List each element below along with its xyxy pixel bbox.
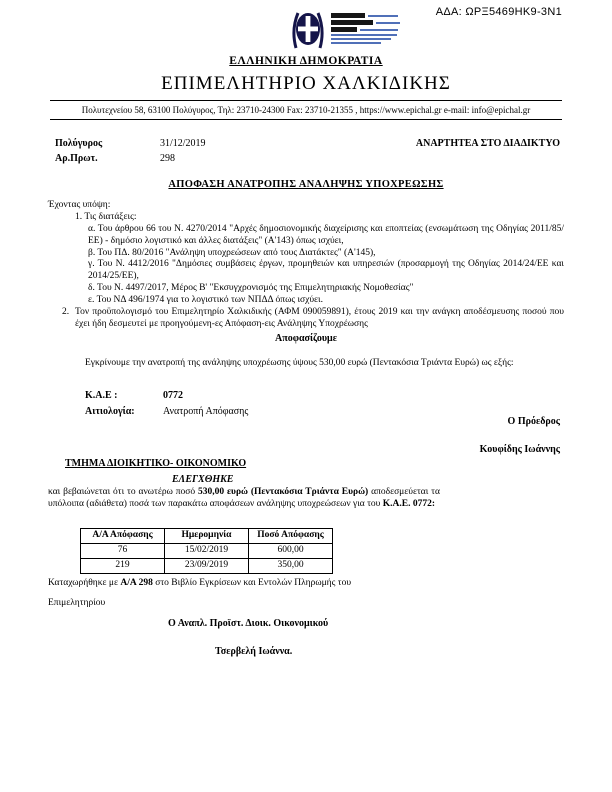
table-cell: 15/02/2019 [165,543,249,558]
registration-note-line2: Επιμελητηρίου [48,598,106,608]
registration-text-2: στο Βιβλίο Εγκρίσεων και Εντολών Πληρωμής του [152,578,352,588]
signature-name-mark [331,27,357,32]
chamber-title: ΕΠΙΜΕΛΗΤΗΡΙΟ ΧΑΛΚΙΔΙΚΗΣ [161,73,451,94]
president-title: Ο Πρόεδρος [507,416,560,427]
greek-coat-of-arms-icon [290,8,326,50]
provision-item-d: δ. Του Ν. 4497/2017, Μέρος Β' "Εκσυγχρονισμός της Επιμελητηριακής Νομοθεσίας" [88,283,414,294]
date-value: 31/12/2019 [160,138,206,149]
protocol-row [55,153,206,166]
approval-paragraph: Εγκρίνουμε την ανατροπή της ανάληψης υποχρέωσης ύψους 530,00 ευρώ (Πεντακόσια Τριάντα Ευρώ) ως εξής: [85,358,514,368]
fineprint-line [331,13,409,18]
table-cell: 76 [81,543,165,558]
publish-note: ΑΝΑΡΤΗΤΕΑ ΣΤΟ ΔΙΑΔΙΚΤΥΟ [415,138,560,149]
provision-item-b: β. Του ΠΔ. 80/2016 "Ανάληψη υποχρεώσεων από τους Διατάκτες" (Α'145), [88,247,376,258]
officer-name: Τσερβελή Ιωάννα. [215,646,293,657]
fineprint-line [331,34,409,36]
signature-name-mark [331,20,373,25]
confirmation-amount: 530,00 ευρώ (Πεντακόσια Τριάντα Ευρώ) [197,487,369,497]
kae-value: 0772 [163,390,183,401]
provision-item-c: γ. Του Ν. 4412/2016 "Δημόσιες συμβάσεις έργων, προμηθειών και υπηρεσιών (προσαρμογή της Οδηγίας 2014/24/ΕΕ και 2014/25/ΕΕ), [88,259,564,282]
fineprint-text-line [376,22,400,24]
checked-label: ΕΛΕΓΧΘΗΚΕ [172,474,234,485]
registration-note [48,578,351,590]
president-name: Κουφίδης Ιωάννης [479,444,560,455]
table-row [81,543,333,558]
kae-label: Κ.Α.Ε : [85,390,118,401]
protocol-label: Αρ.Πρωτ. [55,152,98,164]
list-item-2-marker: 2. [62,306,70,317]
list-item-1-marker: 1. [75,211,83,222]
fineprint-text-line [331,34,397,36]
protocol-value: 298 [160,152,175,164]
list-item-1 [75,212,564,224]
signature-name-mark [331,13,365,18]
decisions-table [80,528,333,574]
table-cell: 350,00 [249,558,333,573]
table-row [81,558,333,573]
kae-block [85,390,248,421]
fineprint-text-line [331,42,381,44]
confirmation-text-2: αποδεσμεύεται τα υπόλοιπα (αδιάθετα) ποσά των παρακάτω αποφάσεων ανάληψης υποχρεώσεων για του [48,487,440,509]
table-cell: 219 [81,558,165,573]
provision-item-e: ε. Του ΝΔ 496/1974 για το λογιστικό των ΝΠΔΔ όπως ισχύει. [88,295,323,305]
decision-word: Αποφασίζουμε [275,333,337,344]
list-item-2 [62,307,564,331]
department-title: ΤΜΗΜΑ ΔΙΟΙΚΗΤΙΚΟ- ΟΙΚΟΝΟΜΙΚΟ [65,458,247,469]
fineprint-line [331,20,409,25]
digital-signature-block [290,8,409,50]
registration-number: Α/Α 298 [120,578,153,588]
registration-text-1: Καταχωρήθηκε με [48,578,121,588]
fineprint-line [331,42,409,44]
list-item-1-text: Τις διατάξεις: [84,211,137,222]
table-cell: 600,00 [249,543,333,558]
fineprint-text-line [331,38,391,40]
confirmation-text-1: και βεβαιώνεται ότι το ανωτέρω ποσό [48,487,198,497]
meta-block [55,138,560,167]
decision-title: ΑΠΟΦΑΣΗ ΑΝΑΤΡΟΠΗΣ ΑΝΑΛΗΨΗΣ ΥΠΟΧΡΕΩΣΗΣ [168,179,444,190]
place-date-row [55,138,206,151]
digital-signature-fineprint [331,8,409,50]
fineprint-line [331,27,409,32]
table-header-row [81,529,333,544]
fineprint-text-line [368,15,398,17]
having-regard: Έχοντας υπόψη: [48,200,111,210]
preamble [48,200,564,331]
address-line: Πολυτεχνείου 58, 63100 Πολύγυρος, Τηλ: 23710-24300 Fax: 23710-21355 , https://www.epichal.gr e-mail: info@epichal.gr [50,100,562,120]
confirmation-paragraph [48,487,440,511]
place-label: Πολύγυρος [55,138,103,149]
fineprint-text-line [360,29,398,31]
officer-title: Ο Αναπλ. Προϊστ. Διοικ. Οικονομικού [168,618,329,629]
reason-value: Ανατροπή Απόφασης [163,405,249,417]
confirmation-kae: Κ.Α.Ε. 0772: [382,498,436,509]
republic-heading: ΕΛΛΗΝΙΚΗ ΔΗΜΟΚΡΑΤΙΑ [229,55,383,67]
table-header-cell: Α/Α Απόφασης [81,529,165,544]
table-header-cell: Ποσό Απόφασης [249,529,333,544]
table-header-cell: Ημερομηνία [165,529,249,544]
reason-row [85,406,248,419]
list-item-2-text: Τον προϋπολογισμό του Επιμελητηρίο Χαλκιδικής (ΑΦΜ 090059891), έτους 2019 και την ανάγκη αποδέσμευσης ποσού που έχει ήδη δεσμευτεί με προηγούμενη-ες Απόφαση-εις Ανάληψης Υποχρέωσης [75,306,564,329]
fineprint-line [331,38,409,40]
provision-item-a: α. Του άρθρου 66 του Ν. 4270/2014 "Αρχές δημοσιονομικής διαχείρισης και εποπτείας (ενσωμάτωση της Οδηγίας 2011/85/ΕΕ) - δημόσιο λογιστικό και άλλες διατάξεις" (Α'143) όπως ισχύει, [88,223,564,246]
meta-left [55,138,206,167]
kae-row [85,390,248,403]
ada-code: ΑΔΑ: ΩΡΞ5469ΗΚ9-3Ν1 [435,6,562,18]
table-cell: 23/09/2019 [165,558,249,573]
reason-label: Αιτιολογία: [85,405,135,417]
